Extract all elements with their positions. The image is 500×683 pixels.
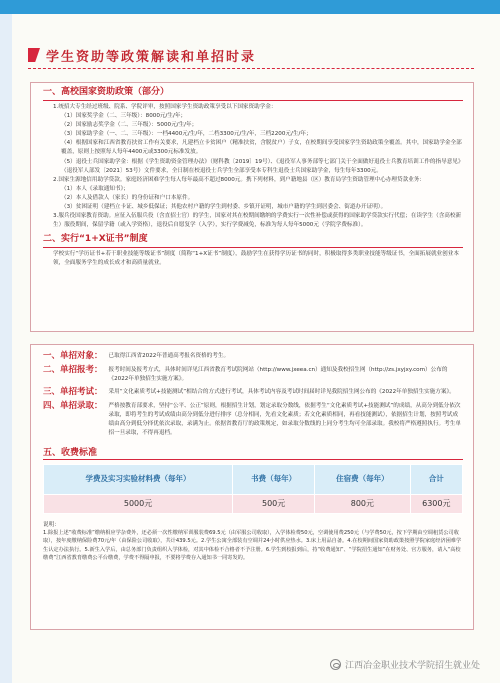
admission-item-label: 三、单招考试： bbox=[43, 387, 103, 398]
admission-item-label: 四、单招录取： bbox=[43, 401, 103, 412]
certificate-para: 学校实行“学历证书+若干职业技能等级证书”制度（简称“1+X证书”制度），鼓励学生在获得学历证书的同时，积极取得多类职业技能等级证书，全面拓展就业创业本领，全面服务学生的成长成才和高质量就业。 bbox=[53, 251, 459, 267]
admission-item-apply bbox=[43, 365, 463, 384]
fee-header-books: 书费（每年） bbox=[233, 464, 315, 494]
wechat-icon bbox=[330, 659, 341, 670]
fee-value-dorm: 800元 bbox=[315, 494, 410, 513]
admission-item-label: 二、单招报考： bbox=[43, 365, 103, 375]
section2-title-suffix: 制度 bbox=[129, 234, 148, 245]
fee-header-total: 合计 bbox=[410, 464, 462, 494]
fee-note-head: 说明： bbox=[43, 521, 60, 528]
fee-header-tuition: 学费及实习实验材料费（每年） bbox=[44, 464, 233, 494]
header-mark-icon bbox=[28, 48, 40, 62]
admission-box bbox=[30, 344, 474, 630]
section2-rule bbox=[43, 247, 463, 248]
policy-para: 3.服兵役国家教育资助。应征入伍服兵役（含直招士官）的学生，国家对其在校期间缴纳的学费实行一次性补偿或获得的国家助学贷款实行代偿；在读学生（含高校新生）服役期间，保留学籍（或入学资格），退役后自愿复学（入学），实行学费减免，标准为每人每年5000元（学院学费标准）。 bbox=[53, 213, 462, 229]
policy-para: 1.统招大专生经过班级、院系、学院评审，按照国家学生资助政策享受以下国家资助学金： bbox=[53, 104, 277, 110]
section1-title: 一、高校国家资助政策（部分） bbox=[43, 87, 170, 97]
policy-para: （1）本人《录取通知书》； bbox=[61, 185, 129, 192]
policy-para: （2）国家励志奖学金（二、三年级）：5000元/生/年； bbox=[61, 122, 198, 129]
admission-item-exam bbox=[43, 387, 463, 398]
section2-title bbox=[43, 233, 463, 246]
top-accent-bar bbox=[0, 0, 500, 14]
admission-item-target bbox=[43, 351, 463, 362]
section2-title-highlight: “1+X证书” bbox=[79, 234, 130, 245]
fee-value-books: 500元 bbox=[233, 494, 315, 513]
policy-para: （5）退役士兵国家助学金：根据《学生资助资金管理办法》（财科教〔2019〕19号）、《退役军人事务部等七部门关于全面做好退役士兵教育培训工作的指导意见》（退役军人部发〔2021〕53号）文件要求，全日制在校退役士兵学生全部享受本专科生退役士兵国家助学金，每生每年3300元。 bbox=[61, 158, 461, 174]
policy-para: （2）本人及借款人（家长）的身份证和户口本原件。 bbox=[61, 194, 194, 201]
page-title: 学生资助等政策解读和单招时录 bbox=[46, 49, 257, 65]
admission-item-text: 严格按教育部要求，坚持“公平、公正”原则，根据招生计划，划定录取分数线，依据考生“文化素质考试+技能测试”的成绩，从高分到低分依次录取，即将考生的考试成绩由高分到低分进行排序（总分相同，先看文化素质；若文化素质相同，再看技能测试），依据招生计划，按照考试成绩由高分到低分择优依次录取，录满为止。依据省教育厅的政策规定，如录取分数线的上同分考生均可全部录取。我校将严格遵照执行。考生单招一旦录取，不得再退档。 bbox=[108, 403, 461, 437]
section2-title-prefix: 二、实行 bbox=[43, 234, 80, 245]
policy-box bbox=[30, 82, 474, 332]
fee-table bbox=[43, 464, 463, 514]
admission-item-text: 采用“文化素质考试+技能测试”相结合的方式进行考试，具体考试内容及考试时间届时详见我院招生网公布的《2022年单独招生实施方案》。 bbox=[108, 389, 455, 396]
fee-value-tuition: 5000元 bbox=[44, 494, 233, 513]
fee-note-text: 1.除报上述“收费标准”缴纳相应学杂费外，还必须一次性缴纳军训服装费69.5元（由军服公司收取），入学体检费50元，空调使用费250元（与学费50元，按下学期由空调租赁公司收取），按年度缴纳保险费70元/年（由保险公司收取），共计439.5元。2.学生公寓全部装有空调并24小时供应热水。3.床上用品自备。4.在校期间国家资助政策按照学院家庭经济困难学生认定办法执行。5.新生入学后，由总务部门负责组织入学体检，对其中体检不合格者不予注册。6.学生到校报到后，持“收费通知”、“学院招生通知”在财务处、官方服务，请入“高校缴费”江西省教育缴费公平台缴费，学费不得隔申报，不要将学费存入通知书一同寄发的。 bbox=[43, 529, 462, 562]
fee-header-dorm: 住宿费（每年） bbox=[315, 464, 410, 494]
left-decor-strip bbox=[0, 14, 12, 683]
admission-item-text: 已取得江西省2022年普通高考报名资格的考生。 bbox=[108, 353, 230, 359]
admission-item-label: 一、单招对象： bbox=[43, 351, 103, 361]
fee-section-title: 五、收费标准 bbox=[43, 447, 98, 458]
fee-rule bbox=[43, 459, 463, 460]
header-divider bbox=[28, 68, 474, 69]
admission-item-text: 报考时间及报考方式，具体时间详见江西省教育考试院网站（http://www.jxeea.cn）通知及我校招生网（http://zs.jxyjxy.com）公布的《2022年单独招生实施方案》。 bbox=[108, 367, 448, 383]
section1-rule bbox=[43, 100, 463, 101]
policy-para: （4）根据国家和江西省教育扶贫工作有关要求，凡建档立卡贫困户（精准扶贫，含脱贫户）子女，在校期间享受国家学生资助政策全覆盖。其中，国家助学金全部覆盖，原则上按照每人每年4400元或3300元标准发放。 bbox=[61, 140, 462, 156]
policy-para: （3）国家助学金（一、二、三年级）：一档4400元/生/年，二档3300元/生/年，三档2200元/生/年； bbox=[61, 131, 312, 138]
page-header bbox=[28, 44, 484, 66]
watermark bbox=[330, 658, 480, 671]
policy-para: （3）贫困证明（建档立卡证、城乡低保证；其他农村户籍的学生到村委、乡镇开证明，城市户籍的学生到居委会、街道办开证明）。 bbox=[61, 204, 387, 211]
fee-value-total: 6300元 bbox=[410, 494, 462, 513]
policy-para: （1）国家奖学金（二、三年级）：8000元/生/年； bbox=[61, 113, 187, 120]
admission-item-enroll bbox=[43, 401, 463, 438]
fee-value-row bbox=[44, 494, 463, 513]
fee-header-row bbox=[44, 464, 463, 494]
policy-para: 2.国家生源地信用助学贷款。家庭经济困难学生每人每年最高不超过8000元。携下列材料，到户籍地县（区）教育局学生资助管理中心办理贷款业务： bbox=[53, 176, 425, 183]
watermark-text: 江西冶金职业技术学院招生就业处 bbox=[345, 661, 481, 671]
